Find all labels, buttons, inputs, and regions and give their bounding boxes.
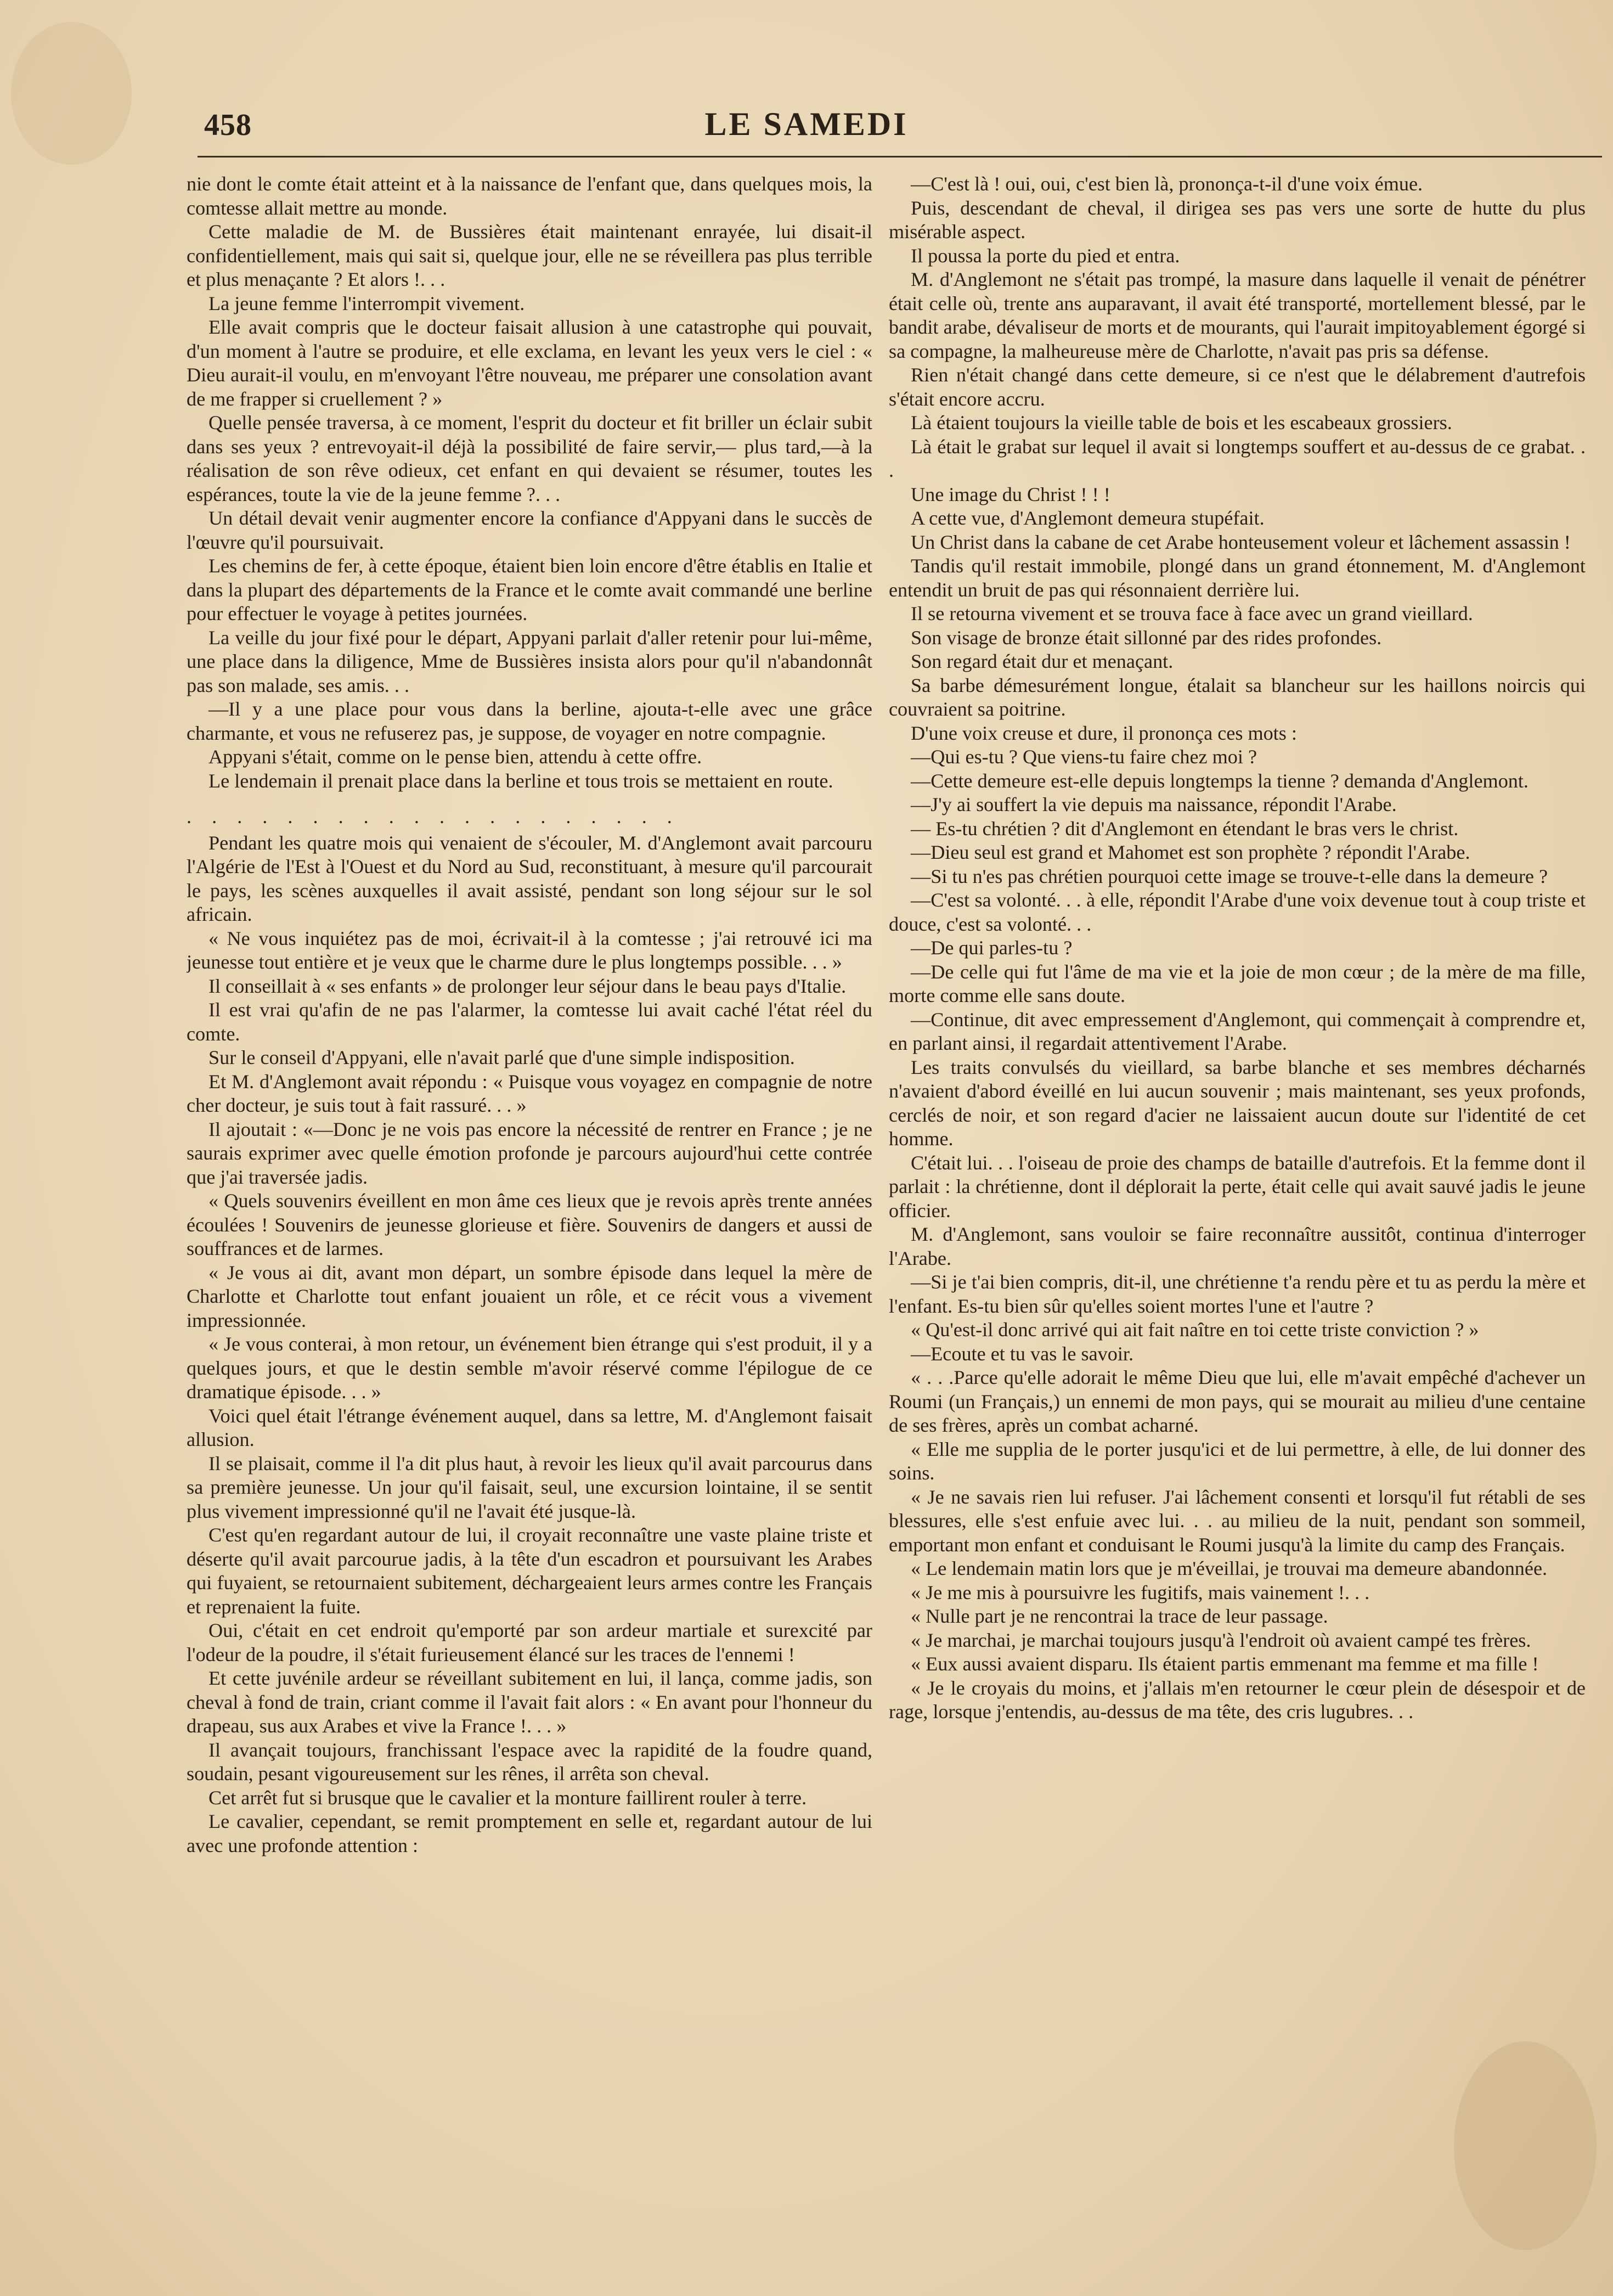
paragraph: Là étaient toujours la vieille table de bois et les escabeaux grossiers.: [911, 412, 1452, 434]
paragraph: « Qu'est-il donc arrivé qui ait fait naître en toi cette triste conviction ? »: [911, 1319, 1479, 1341]
paragraph: Puis, descendant de cheval, il dirigea ses pas vers une sorte de hutte du plus misérable aspect.: [889, 196, 1586, 243]
paragraph: C'est qu'en regardant autour de lui, il croyait reconnaître une vaste plaine triste et déserte qu'il avait parcourue jadis, à la tête d'un escadron et poursuivant les Arabes qui fuyaient, se retournaient subitement, déchargeaient leurs armes contre les Français et reprenaient la fuite.: [187, 1524, 872, 1618]
paragraph: Là était le grabat sur lequel il avait si longtemps souffert et au-dessus de ce grabat. . .: [889, 435, 1586, 481]
paragraph: —Il y a une place pour vous dans la berline, ajouta-t-elle avec une grâce charmante, et vous ne refuserez pas, je suppose, de voyager en notre compagnie.: [187, 698, 872, 744]
paragraph: Et M. d'Anglemont avait répondu : « Puisque vous voyagez en compagnie de notre cher docteur, je suis tout à fait rassuré. . . »: [187, 1070, 872, 1116]
paragraph: Il poussa la porte du pied et entra.: [911, 244, 1180, 267]
paragraph: Le cavalier, cependant, se remit promptement en selle et, regardant autour de lui avec une profonde attention :: [187, 1810, 872, 1856]
paragraph: —J'y ai souffert la vie depuis ma naissance, répondit l'Arabe.: [911, 794, 1397, 815]
paragraph: Le lendemain il prenait place dans la berline et tous trois se mettaient en route.: [208, 769, 833, 792]
paragraph: Pendant les quatre mois qui venaient de s'écouler, M. d'Anglemont avait parcouru l'Algérie de l'Est à l'Ouest et du Nord au Sud, reconstituant, à mesure qu'il parcourait le pays, les scènes auxquelles il avait assisté, pendant son long séjour sur le sol africain.: [187, 831, 872, 925]
paragraph: —C'est sa volonté. . . à elle, répondit l'Arabe d'une voix devenue tout à coup triste et douce, c'est sa volonté. . .: [889, 889, 1586, 935]
paragraph: Sur le conseil d'Appyani, elle n'avait parlé que d'une simple indisposition.: [208, 1046, 795, 1068]
paragraph: Il se retourna vivement et se trouva face à face avec un grand vieillard.: [911, 603, 1473, 624]
paragraph: « Je vous ai dit, avant mon départ, un sombre épisode dans lequel la mère de Charlotte et Charlotte tout enfant jouaient un rôle, et ce récit vous a vivement impressionnée.: [187, 1261, 872, 1331]
paragraph: Il est vrai qu'afin de ne pas l'alarmer, la comtesse lui avait caché l'état réel du comte.: [187, 999, 872, 1045]
paragraph: Son regard était dur et menaçant.: [911, 650, 1174, 672]
paragraph: Les traits convulsés du vieillard, sa barbe blanche et ses membres décharnés n'avaient d'abord éveillé en lui aucun souvenir ; mais maintenant, ses yeux profonds, cerclés de noir, et son regard d'acier ne laissaient aucun doute sur l'identité de cet homme.: [889, 1056, 1586, 1150]
paragraph: —Ecoute et tu vas le savoir.: [911, 1342, 1133, 1365]
paragraph: « Je ne savais rien lui refuser. J'ai lâchement consenti et lorsqu'il fut rétabli de ses blessures, elle s'est enfuie avec lui. . . au milieu de la nuit, pendant son sommeil, emportant mon enfant et conduisant le Roumi jusqu'à la limite du camp des Français.: [889, 1485, 1586, 1556]
paper-stain: [11, 22, 132, 165]
paragraph: —Continue, dit avec empressement d'Anglemont, qui commençait à comprendre et, en parlant ainsi, il regardait attentivement l'Arabe.: [889, 1008, 1586, 1054]
paragraph: « Nulle part je ne rencontrai la trace de leur passage.: [911, 1605, 1328, 1627]
paragraph: . . . . . . . . . . . . . . . . . . . .: [187, 806, 680, 828]
paragraph: —De celle qui fut l'âme de ma vie et la joie de mon cœur ; de la mère de ma fille, morte comme elle sans doute.: [889, 960, 1586, 1006]
paragraph: « Ne vous inquiétez pas de moi, écrivait-il à la comtesse ; j'ai retrouvé ici ma jeunesse tout entière et je veux que le charme dure le plus longtemps possible. . . »: [187, 927, 872, 973]
paragraph: Elle avait compris que le docteur faisait allusion à une catastrophe qui pouvait, d'un moment à l'autre se produire, et elle exclama, en levant les yeux vers le ciel : « Dieu aurait-il voulu, en m'envoyant l'être nouveau, me préparer une consolation avant de me frapper si cruellement ? »: [187, 316, 872, 410]
paragraph: Voici quel était l'étrange événement auquel, dans sa lettre, M. d'Anglemont faisait allusion.: [187, 1404, 872, 1450]
paragraph: Les chemins de fer, à cette époque, étaient bien loin encore d'être établis en Italie et dans la plupart des départements de la France et le comte avait commandé une berline pour effectuer le voyage à petites journées.: [187, 555, 872, 624]
paragraph: A cette vue, d'Anglemont demeura stupéfait.: [911, 507, 1265, 529]
paragraph: C'était lui. . . l'oiseau de proie des champs de bataille d'autrefois. Et la femme dont il parlait : la chrétienne, dont il déplorait la perte, était celle qui avait sauvé jadis le jeune officier.: [889, 1151, 1586, 1222]
paragraph: Cette maladie de M. de Bussières était maintenant enrayée, lui disait-il confidentiellement, mais qui sait si, quelque jour, elle ne se réveillera pas plus terrible et plus menaçante ? Et alors !. . .: [187, 221, 872, 290]
paragraph: M. d'Anglemont, sans vouloir se faire reconnaître aussitôt, continua d'interroger l'Arabe.: [889, 1223, 1586, 1269]
paragraph: nie dont le comte était atteint et à la naissance de l'enfant que, dans quelques mois, la comtesse allait mettre au monde.: [187, 173, 872, 219]
paragraph: Cet arrêt fut si brusque que le cavalier et la monture faillirent rouler à terre.: [208, 1786, 807, 1809]
paragraph: « Je vous conterai, à mon retour, un événement bien étrange qui s'est produit, il y a quelques jours, et que le destin semble m'avoir réservé comme l'épilogue de ce dramatique épisode. . . »: [187, 1333, 872, 1403]
paragraph: —Si je t'ai bien compris, dit-il, une chrétienne t'a rendu père et tu as perdu la mère et l'enfant. Es-tu bien sûr qu'elles soient mortes l'une et l'autre ?: [889, 1271, 1586, 1317]
paragraph: « Je marchai, je marchai toujours jusqu'à l'endroit où avaient campé tes frères.: [911, 1629, 1531, 1651]
paragraph: — Es-tu chrétien ? dit d'Anglemont en étendant le bras vers le christ.: [911, 817, 1459, 840]
paragraph: D'une voix creuse et dure, il prononça ces mots :: [911, 722, 1297, 744]
header-rule: [198, 156, 1602, 157]
paragraph: —Si tu n'es pas chrétien pourquoi cette image se trouve-t-elle dans la demeure ?: [911, 865, 1548, 887]
paragraph: —Qui es-tu ? Que viens-tu faire chez moi ?: [911, 746, 1257, 768]
paragraph: « Elle me supplia de le porter jusqu'ici et de lui permettre, à elle, de lui donner des soins.: [889, 1438, 1586, 1484]
paragraph: Quelle pensée traversa, à ce moment, l'esprit du docteur et fit briller un éclair subit dans ses yeux ? entrevoyait-il déjà la possibilité de faire servir,— plus tard,—à la réalisation de son rêve odieux, cet enfant en qui devaient se résumer, toutes les espérances, toute la vie de la jeune femme ?. . .: [187, 412, 872, 505]
paragraph: Un Christ dans la cabane de cet Arabe honteusement voleur et lâchement assassin !: [911, 531, 1571, 553]
paragraph: —C'est là ! oui, oui, c'est bien là, prononça-t-il d'une voix émue.: [911, 173, 1423, 195]
paragraph: « Je me mis à poursuivre les fugitifs, mais vainement !. . .: [911, 1581, 1370, 1603]
paragraph: La veille du jour fixé pour le départ, Appyani parlait d'aller retenir pour lui-même, une place dans la diligence, Mme de Bussières insista alors pour qu'il n'abandonnât pas son malade, ses amis. . .: [187, 626, 872, 696]
paragraph: « Eux aussi avaient disparu. Ils étaient partis emmenant ma femme et ma fille !: [911, 1653, 1539, 1675]
paragraph: Il ajoutait : «—Donc je ne vois pas encore la nécessité de rentrer en France ; je ne saurais exprimer avec quelle émotion profonde je parcours aujourd'hui cette contrée que j'ai traversée jadis.: [187, 1118, 872, 1188]
paragraph: Il se plaisait, comme il l'a dit plus haut, à revoir les lieux qu'il avait parcourus dans sa première jeunesse. Un jour qu'il faisait, seul, une excursion lointaine, il se sentit plus vivement impressionné qu'il ne l'avait été jusque-là.: [187, 1452, 872, 1522]
paragraph: Il avançait toujours, franchissant l'espace avec la rapidité de la foudre quand, soudain, pesant vigoureusement sur les rênes, il arrêta son cheval.: [187, 1738, 872, 1785]
paragraph: « . . .Parce qu'elle adorait le même Dieu que lui, elle m'avait empêché d'achever un Roumi (un Français,) un ennemi de mon pays, qui se mourait au milieu d'une centaine de ses frères, après un combat acharné.: [889, 1366, 1586, 1436]
paragraph: « Je le croyais du moins, et j'allais m'en retourner le cœur plein de désespoir et de rage, lorsque j'entendis, au-dessus de ma tête, des cris lugubres. . .: [889, 1676, 1586, 1723]
paragraph: —Dieu seul est grand et Mahomet est son prophète ? répondit l'Arabe.: [911, 841, 1470, 863]
paragraph: Oui, c'était en cet endroit qu'emporté par son ardeur martiale et surexcité par l'odeur de la poudre, il s'était furieusement élancé sur les traces de l'ennemi !: [187, 1619, 872, 1665]
paragraph: Rien n'était changé dans cette demeure, si ce n'est que le délabrement d'autrefois s'était encore accru.: [889, 364, 1586, 410]
paragraph: « Quels souvenirs éveillent en mon âme ces lieux que je revois après trente années écoulées ! Souvenirs de jeunesse glorieuse et fière. Souvenirs de dangers et aussi de souffrances et de larmes.: [187, 1190, 872, 1259]
paragraph: Tandis qu'il restait immobile, plongé dans un grand étonnement, M. d'Anglemont entendit un bruit de pas qui résonnaient derrière lui.: [889, 555, 1586, 601]
paragraph: Sa barbe démesurément longue, étalait sa blancheur sur les haillons noircis qui couvraient sa poitrine.: [889, 674, 1586, 720]
paragraph: —De qui parles-tu ?: [911, 937, 1073, 959]
paragraph: La jeune femme l'interrompit vivement.: [208, 292, 525, 314]
paragraph: Il conseillait à « ses enfants » de prolonger leur séjour dans le beau pays d'Italie.: [208, 975, 847, 997]
paragraph: Un détail devait venir augmenter encore la confiance d'Appyani dans le succès de l'œuvre qu'il poursuivait.: [187, 507, 872, 553]
paragraph: Une image du Christ ! ! !: [911, 483, 1110, 505]
left-text-column: [187, 172, 872, 2252]
paragraph: « Le lendemain matin lors que je m'éveillai, je trouvai ma demeure abandonnée.: [911, 1557, 1548, 1579]
paragraph: M. d'Anglemont ne s'était pas trompé, la masure dans laquelle il venait de pénétrer était celle où, trente ans auparavant, il avait été transporté, mortellement blessé, par le bandit arabe, dévaliseur de morts et de mourants, qui l'aurait impitoyablement égorgé si sa compagne, la malheureuse mère de Charlotte, n'avait pas pris sa défense.: [889, 268, 1586, 362]
right-text-column: [889, 172, 1586, 2252]
journal-title: LE SAMEDI: [704, 106, 909, 142]
paragraph: Et cette juvénile ardeur se réveillant subitement en lui, il lança, comme jadis, son cheval à fond de train, criant comme il l'avait fait alors : « En avant pour l'honneur du drapeau, sus aux Arabes et vive la France !. . . »: [187, 1667, 872, 1737]
page-number: 458: [204, 108, 252, 142]
paragraph: Son visage de bronze était sillonné par des rides profondes.: [911, 626, 1382, 649]
paragraph: Appyani s'était, comme on le pense bien, attendu à cette offre.: [208, 746, 702, 768]
paragraph: —Cette demeure est-elle depuis longtemps la tienne ? demanda d'Anglemont.: [911, 769, 1529, 792]
